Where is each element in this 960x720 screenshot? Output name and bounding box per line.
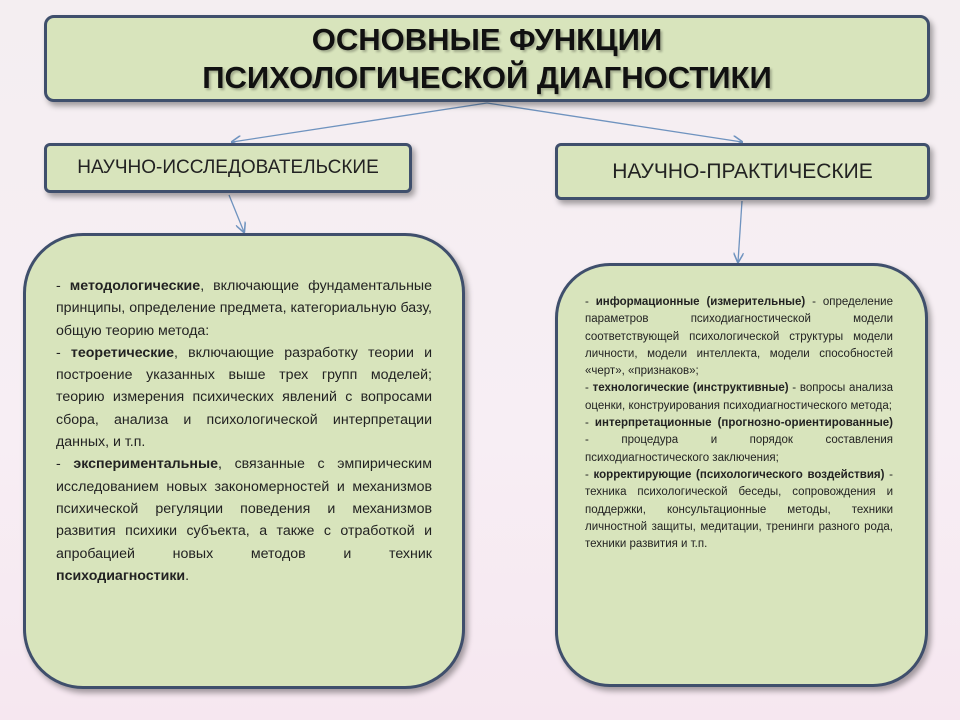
item-term: методологические — [69, 278, 201, 294]
item-term: информационные (измерительные) — [595, 296, 806, 308]
item-bullet: - — [56, 456, 74, 473]
item-text: - процедура и порядок составления психодиагностического заключения; — [585, 434, 893, 464]
item-bullet: - — [56, 344, 71, 361]
title-line-2: ПСИХОЛОГИЧЕСКОЙ ДИАГНОСТИКИ — [202, 59, 772, 95]
right-heading-label: НАУЧНО-ПРАКТИЧЕСКИЕ — [612, 159, 873, 183]
item-text: - определение параметров психодиагностической модели соответствующей психологической структуры модели личности, модели интеллекта, модели способностей «черт», «признаков»; — [585, 296, 893, 378]
list-item-experimental — [56, 453, 432, 587]
item-term: корректирующие (психологического воздействия) — [593, 468, 885, 481]
list-item-theoretical — [56, 342, 432, 453]
item-tail: . — [185, 567, 190, 584]
item-text: , включающие фундаментальные принципы, определение предмета, категориальную базу, общую теорию метода: — [56, 278, 432, 339]
title-line-1: ОСНОВНЫЕ ФУНКЦИИ — [311, 21, 663, 57]
item-bullet: - — [585, 296, 596, 308]
arrow-title-to-left — [232, 103, 487, 142]
item-bullet: - — [585, 417, 595, 430]
item-bullet: - — [585, 468, 594, 481]
scientific-practical-panel — [555, 263, 928, 687]
list-item-informational — [585, 294, 893, 380]
arrow-left-head-to-panel — [229, 195, 244, 232]
item-term: интерпретационные (прогнозно-ориентированные) — [594, 417, 893, 430]
item-text: - вопросы анализа оценки, конструирования психодиагностического метода; — [585, 382, 893, 412]
item-term-2: психодиагностики — [56, 567, 186, 584]
list-item-interpretive — [585, 415, 893, 467]
item-bullet: - — [585, 382, 593, 395]
item-text: , включающие разработку теории и построение указанных выше трех групп моделей; теорию измерения психических явлений с вопросами сбора, анализа и психологической интерпретации данных, и т.п. — [56, 344, 432, 451]
item-bullet: - — [56, 278, 70, 294]
item-term: теоретические — [70, 344, 175, 361]
list-item-corrective — [585, 467, 893, 553]
scientific-practical-heading — [555, 143, 930, 200]
item-text: , связанные с эмпирическим исследованием новых закономерностей и механизмов психической регуляции поведения и механизмов развития психики субъекта, а также с отработкой и апробацией новых методов и техник — [56, 456, 432, 562]
list-item-technological — [585, 380, 893, 415]
arrow-right-head-to-panel — [738, 201, 742, 262]
item-term: технологические (инструктивные) — [592, 382, 789, 395]
item-term: экспериментальные — [73, 456, 218, 473]
arrow-title-to-right — [487, 103, 742, 142]
item-text: - техника психологической беседы, сопровождения и поддержки, консультационные методы, техники личностной защиты, медитации, тренинги разного рода, техники развития и т.п. — [585, 468, 894, 551]
scientific-research-panel — [23, 233, 465, 689]
scientific-research-heading — [44, 143, 412, 193]
title-box — [44, 15, 930, 102]
list-item-methodological — [56, 275, 432, 342]
left-heading-label: НАУЧНО-ИССЛЕДОВАТЕЛЬСКИЕ — [77, 157, 379, 178]
